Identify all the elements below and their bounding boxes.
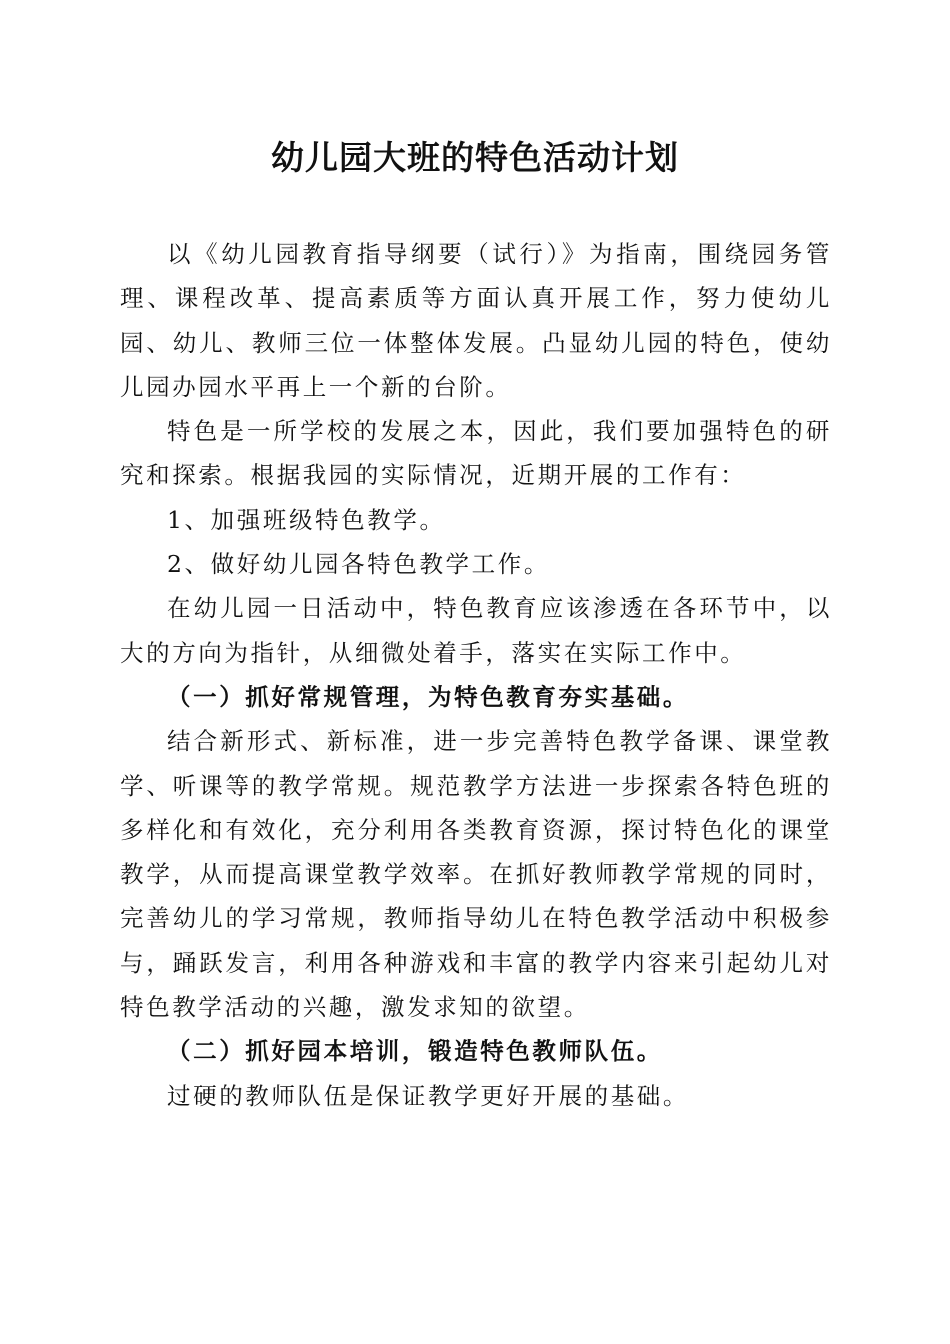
paragraph-routine-management: 结合新形式、新标准，进一步完善特色教学备课、课堂教学、听课等的教学常规。规范教学方法进一步探索各特色班的多样化和有效化，充分利用各类教育资源，探讨特色化的课堂教学，从而提高课堂教学效率。在抓好教师教学常规的同时，完善幼儿的学习常规，教师指导幼儿在特色教学活动中积极参与，踊跃发言，利用各种游戏和丰富的教学内容来引起幼儿对特色教学活动的兴趣，激发求知的欲望。	[120, 727, 832, 1022]
section-heading-1: （一）抓好常规管理，为特色教育夯实基础。	[167, 682, 689, 711]
list-item-1: 1、加强班级特色教学。	[167, 505, 446, 534]
list-item-2: 2、做好幼儿园各特色教学工作。	[167, 550, 550, 579]
paragraph-intro: 以《幼儿园教育指导纲要（试行）》为指南，围绕园务管理、课程改革、提高素质等方面认真开展工作，努力使幼儿园、幼儿、教师三位一体整体发展。凸显幼儿园的特色，使幼儿园办园水平再上一个新的台阶。	[120, 240, 832, 401]
paragraph-teacher-team: 过硬的教师队伍是保证教学更好开展的基础。	[167, 1081, 689, 1110]
section-heading-2: （二）抓好园本培训，锻造特色教师队伍。	[167, 1037, 663, 1066]
paragraph-feature: 特色是一所学校的发展之本，因此，我们要加强特色的研究和探索。根据我园的实际情况，近期开展的工作有：	[120, 417, 832, 490]
document-body	[120, 232, 832, 1118]
document-title: 幼儿园大班的特色活动计划	[271, 138, 679, 177]
paragraph-daily-activity: 在幼儿园一日活动中，特色教育应该渗透在各环节中，以大的方向为指针，从细微处着手，落实在实际工作中。	[120, 594, 832, 667]
